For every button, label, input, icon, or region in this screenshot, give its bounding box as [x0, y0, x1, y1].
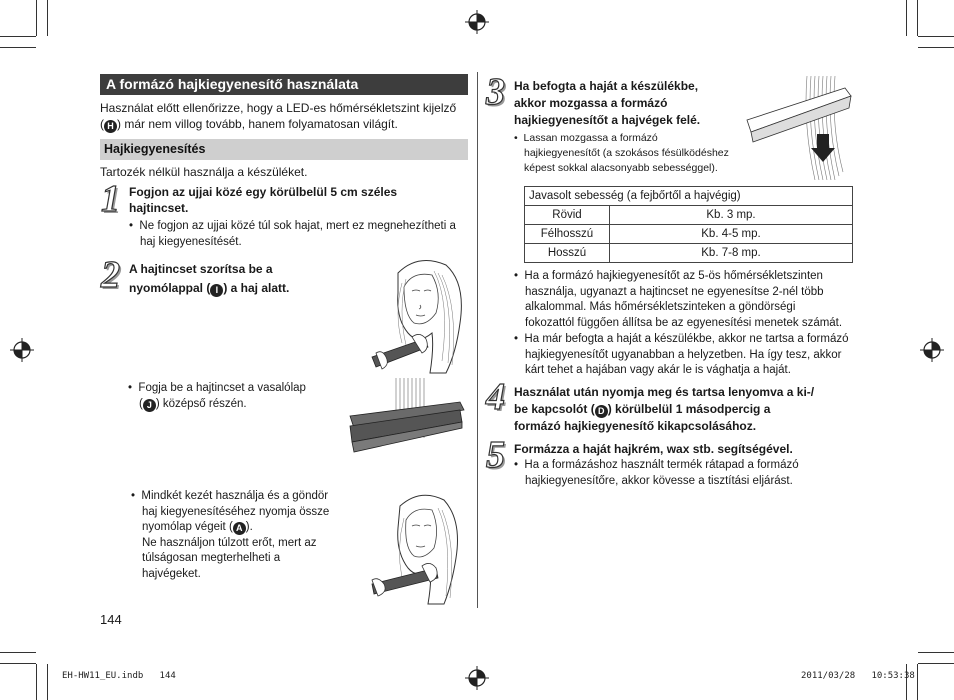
- column-divider: [477, 72, 478, 608]
- sub-intro: Tartozék nélkül használja a készüléket.: [100, 165, 308, 179]
- marker-d-icon: D: [595, 405, 608, 418]
- step-4-title: Használat után nyomja meg és tartsa lenyomva a ki-/ be kapcsolót ( D ) körülbelül 1 másodpercig a formázó hajkiegyenesítő kikapcsolásához.: [514, 385, 815, 433]
- registration-mark-right: [920, 338, 944, 362]
- marker-j-icon: J: [143, 399, 156, 412]
- step-5-bullet: • Ha a formázáshoz használt termék rátapad a formázó hajkiegyenesítőre, akkor kövesse a tisztítási eljárást.: [514, 459, 799, 487]
- table-header-row: [525, 187, 853, 206]
- step-3-title: Ha befogta a haját a készülékbe, akkor mozgassa a formázó hajkiegyenesítőt a hajvégek felé.: [514, 79, 701, 127]
- illustration-straightener-plate: [348, 378, 466, 456]
- registration-mark-bottom: [465, 666, 489, 690]
- table-cell-length: Félhosszú: [525, 225, 610, 244]
- footer-timestamp: 2011/03/28 10:53:38: [801, 671, 915, 681]
- note-1: • Ha a formázó hajkiegyenesítőt az 5-ös hőmérsékletszinten használja, ugyanazt a hajtincset ne egyenesítse 2-nél több alkalommal. Más hőmérsékletszinteken a göndörségi fokozattól függően állítsa be az egyenesítési menetek számát.: [514, 270, 843, 329]
- step-5-title: Formázza a haját hajkrém, wax stb. segítségével.: [514, 442, 793, 456]
- illustration-woman-both-hands: [366, 488, 466, 606]
- step-2-bullet-2: • Mindkét kezét használja és a göndör haj kiegyenesítéséhez nyomja össze nyomólap végeit ( A ). Ne használjon túlzott erőt, mert az túlságosan megterhelheti a hajvégeket.: [131, 490, 330, 580]
- illustration-woman-clamping: [368, 253, 468, 375]
- step-4-number: 4: [486, 376, 505, 418]
- intro-text: Használat előtt ellenőrizze, hogy a LED-es hőmérsékletszint kijelző ( H ) már nem villog tovább, hanem folyamatosan világít.: [100, 101, 457, 131]
- marker-h-icon: H: [104, 120, 117, 133]
- table-row: [525, 225, 853, 244]
- table-cell-length: Rövid: [525, 206, 610, 225]
- speed-table: [524, 186, 853, 263]
- table-header: Javasolt sebesség (a fejbőrtől a hajvégig): [525, 187, 853, 206]
- marker-a-icon: A: [233, 522, 246, 535]
- table-cell-speed: Kb. 4-5 mp.: [610, 225, 853, 244]
- note-2: • Ha már befogta a haját a készülékbe, akkor ne tartsa a formázó hajkiegyenesítőt ugyanabban a helyzetben. Ha így tesz, akkor kárt tehet a hajában vagy akár le is vághatja a haját.: [514, 333, 849, 376]
- step-1-title: Fogjon az ujjai közé egy körülbelül 5 cm széles hajtincset.: [129, 185, 398, 215]
- registration-mark-left: [10, 338, 34, 362]
- step-3-number: 3: [486, 71, 505, 113]
- table-cell-speed: Kb. 3 mp.: [610, 206, 853, 225]
- step-2-bullet-1: • Fogja be a hajtincset a vasalólap ( J ) középső részén.: [128, 382, 306, 410]
- step-3-bullet: • Lassan mozgassa a formázó hajkiegyenesítőt (a szokásos fésülködéshez képest sokkal alacsonyabb sebességgel).: [514, 132, 729, 174]
- step-5-number: 5: [486, 434, 505, 476]
- step-1-number: 1: [101, 178, 120, 220]
- table-row: [525, 206, 853, 225]
- footer-file: EH-HW11_EU.indb 144: [62, 671, 176, 681]
- table-cell-length: Hosszú: [525, 244, 610, 263]
- page-number: 144: [100, 612, 122, 627]
- table-row: [525, 244, 853, 263]
- section-title: A formázó hajkiegyenesítő használata: [100, 74, 468, 95]
- table-cell-speed: Kb. 7-8 mp.: [610, 244, 853, 263]
- step-2-title: A hajtincset szorítsa be a nyomólappal ( I ) a haj alatt.: [129, 262, 290, 295]
- subsection-title: Hajkiegyenesítés: [100, 139, 468, 160]
- step-2-number: 2: [101, 254, 120, 296]
- marker-i-icon: I: [210, 284, 223, 297]
- step-1-bullet: • Ne fogjon az ujjai közé túl sok hajat, mert ez megnehezítheti a haj kiegyenesítését.: [129, 220, 456, 248]
- illustration-straightener-moving: [745, 76, 853, 180]
- registration-mark-top: [465, 10, 489, 34]
